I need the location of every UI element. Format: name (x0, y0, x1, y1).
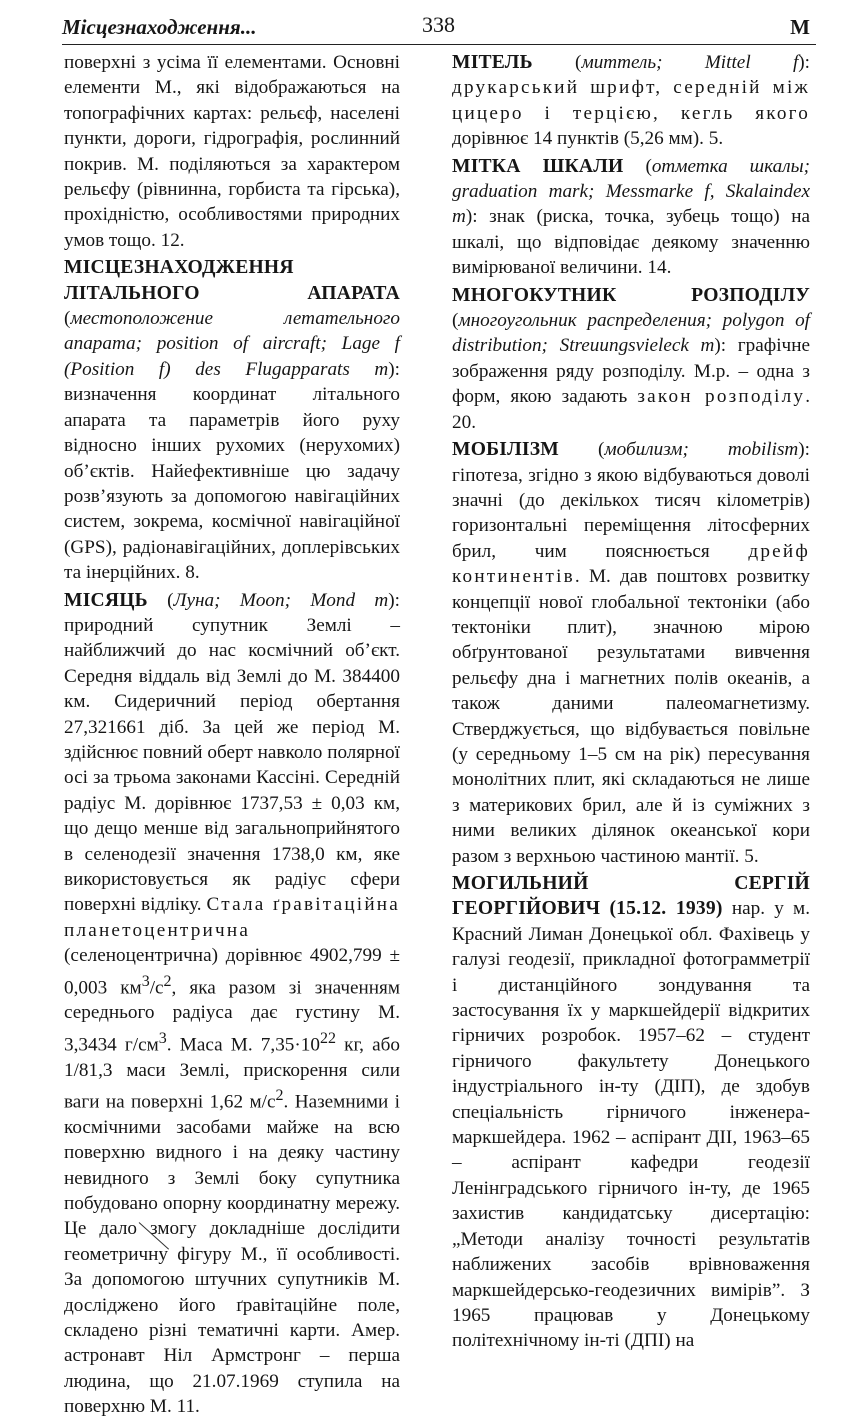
entry-definition-part: дорівнює 14 пунктів (5,26 мм). 5. (452, 128, 724, 150)
superscript: 22 (319, 1029, 336, 1047)
entry-moon: МІСЯЦЬ (Луна; Moon; Mond m): природний супутник Землі – найближчий до нас космічний об’єкт. Середня віддаль від Землі до М. 384400 км. Сидеричний період обертання 27,321661 діб. За цей же період М. здійснює повний оберт навколо полярної осі за трьома законами Кассіні. Середній радіус М. дорівнює 1737,53 ± 0,03 км, що дещо менше від загальноприйнятого в селенодезії значення 1738,0 км, яке використовується як радіус сфери поверхні відліку. Стала ґравітаційна планетоцентрична (селеноцентрична) дорівнює 4902,799 ± 0,003 $км^3/с^2$, яка разом зі значенням середнього радіуса дає густину М. 3,3434 $г/см^3$. Маса М. $7,35\cdot 10^{22}$ кг, або 1/81,3 маси Землі, прискорення сили ваги на поверхні 1,62 $м/с^2$. Наземними і космічними засобами майже на всю поверхню видного і на деяку частину невидного з Землі боку супутника побудовано опорну координатну мережу. Це дало змогу докладніше дослідити геометричну фігуру М., її особливості. За допомогою штучних супутників М. досліджено його ґравітаційне поле, складено різні тематичні карти. Амер. астронавт Ніл Армстронг – перша людина, що 21.07.1969 ступила на поверхню М. 11. (64, 589, 401, 1418)
entry-glosses: Луна; Moon; Mond m (173, 589, 389, 611)
entry-glosses: миттель; Mittel f (581, 52, 799, 73)
entry-definition-part: . 20. (452, 386, 810, 433)
entry-gloss-ru: местоположение летательного апарата; (64, 308, 400, 355)
entry-distribution-polygon: МНОГОКУТНИК РОЗПОДІЛУ (многоугольник распределения; polygon of distribution; Streuungsvieleck m): графічне зображення ряду розподілу. М.р. – одна з форм, якою задають закон розподілу. 20. (452, 284, 810, 433)
entry-headword: МІСЯЦЬ (64, 589, 148, 611)
spaced-term: друкарський шрифт, середній між цицеро і терцією, кегль якого (452, 77, 810, 124)
superscript: 2 (275, 1087, 284, 1105)
entry-glosses: отметка шкалы; graduation mark; Messmarke f, Skalaindex m (452, 155, 810, 228)
spaced-term: дрейф континентів (452, 540, 810, 588)
entry-mitel: МІТЕЛЬ (миттель; Mittel f): друкарський шрифт, середній між цицеро і терцією, кегль якого дорівнює 14 пунктів (5,26 мм). 5. (452, 52, 811, 150)
entry-definition-part: /с (149, 977, 164, 999)
page-header (62, 6, 814, 42)
entry-definition: ): визначення координат літального апарата та параметрів його руху відносно інших рухомих (нерухомих) об’єктів. Найефективніше цю задачу розв’язують за допомогою навігаційних систем, зокрема, космічної навігаційної (GPS), радіонавігаційних, доплерівських та інерційних. 8. (64, 358, 400, 584)
entry-definition-part: . Наземними і космічними засобами майже на всю поверхню видного і на деяку частину невидного з Землі боку супутника побудовано опорну координатну мережу. Це дало змогу докладніше дослідити геометричну фігуру М., її особливості. За допомогою штучних супутників М. досліджено його ґравітаційне поле, складено різні тематичні карти. Амер. астронавт Ніл Армстронг – перша людина, що 21.07.1969 ступила на поверхню М. 11. (64, 1091, 400, 1418)
right-column (452, 50, 810, 1354)
running-head: Місцезнаходження... (62, 15, 257, 39)
entry-definition-part: ): природний супутник Землі – найближчий до нас космічний об’єкт. Середня віддаль від Землі до М. 384400 км. Сидеричний період обертання 27,321661 діб. За цей же період М. здійснює повний оберт навколо полярної осі за трьома законами Кассіні. Середній радіус М. дорівнює 1737,53 ± 0,03 км, що дещо менше від загальноприйнятого в селенодезії значення 1738,0 км, яке використовується як радіус сфери поверхні відліку. (64, 589, 400, 916)
entry-definition-part: . М. дав поштовх розвитку концепції нової глобальної тектоніки (або тектоніки плит), значною мірою обґрунтованої результатами вивчення рельєфу дна і магнетних полів океанів, а також даними палеомагнетизму. Стверджується, що відбувається повільне (у середньому 1–5 см на рік) пересування монолітних плит, які складаються не лише з материкових брил, але й із суміжних з ними великих ділянок океанської кори разом з верхньою частиною мантії. 5. (452, 566, 810, 867)
entry-definition-part: ): гіпотеза, згідно з якою відбуваються доволі значні (до декількох тисяч кілометрів) горизонтальні переміщення літосферних брил, чим пояснюється (452, 439, 810, 562)
left-column (64, 50, 400, 1420)
section-letter: М (790, 15, 810, 39)
entry-definition-part: (селеноцентрична) дорівнює 4902,799 ± 0,003 км (64, 945, 400, 999)
entry-definition: нар. у м. Красний Лиман Донецької обл. Фахівець у галузі геодезії, прикладної фотограмметрії і дистанційного зондування та застосування їх у маркшейдерії відкритих гірничих розробок. 1957–62 – студент гірничого факультету Донецького індустріального ін-ту (ДІП), де здобув спеціальність гірничого інженера-маркшейдера. 1962 – аспірант ДІІ, 1963–65 – аспірант кафедри геодезії Ленінградського гірничого ін-ту, де 1965 захистив кандидатську дисертацію: „Методи аналізу точності результатів наближених засобів врівноваження маркшейдерсько-геодезичних вимірів”. З 1965 працював у Донецькому політехнічному ін-ті (ДПІ) на (452, 898, 810, 1352)
entry-definition-part: кг, або 1/81,3 маси Землі, прискорення сили ваги на поверхні 1,62 м/с (64, 1034, 401, 1113)
entry-gloss-de: Lage f (Position f) des Flugapparats m (64, 333, 401, 380)
superscript: 2 (163, 972, 172, 990)
entry-dates: (15.12. 1939) (609, 898, 723, 920)
entry-mobilism: МОБІЛІЗМ (мобилизм; mobilism): гіпотеза, згідно з якою відбуваються доволі значні (до декількох тисяч кілометрів) горизонтальні переміщення літосферних брил, чим пояснюється дрейф континентів. М. дав поштовх розвитку концепції нової глобальної тектоніки (або тектоніки плит), значною мірою обґрунтованої результатами вивчення рельєфу дна і магнетних полів океанів, а також даними палеомагнетизму. Стверджується, що відбувається повільне (у середньому 1–5 см на рік) пересування монолітних плит, які складаються не лише з материкових брил, але й із суміжних з ними великих ділянок океанської кори разом з верхньою частиною мантії. 5. (452, 439, 810, 867)
entry-definition: ): знак (риска, точка, зубець тощо) на шкалі, що відповідає деякому значенню вимірюваної величини. 14. (452, 206, 810, 279)
entry-definition-part: . Маса М. 7,35·10 (166, 1034, 320, 1056)
entry-headword: МНОГОКУТНИК РОЗПОДІЛУ (452, 284, 810, 306)
header-rule (62, 44, 816, 45)
entry-definition-part: ): (798, 52, 811, 73)
superscript: 3 (158, 1029, 167, 1047)
page-number: 338 (422, 12, 455, 37)
entry-headword: МІТКА ШКАЛИ (452, 155, 624, 177)
entry-headword: МІСЦЕЗНАХОДЖЕННЯ ЛІТАЛЬНОГО АПАРАТА (64, 257, 400, 304)
entry-scale-mark: МІТКА ШКАЛИ (отметка шкалы; graduation mark; Messmarke f, Skalaindex m): знак (риска, точка, зубець тощо) на шкалі, що відповідає деякому значенню вимірюваної величини. 14. (452, 155, 810, 279)
entry-definition-part: , яка разом зі значенням середнього радіуса дає густину М. 3,3434 г/см (64, 977, 401, 1056)
spaced-term: Стала ґравітаційна планетоцентрична (64, 894, 400, 941)
entry-mohylnyi (452, 871, 810, 1354)
entry-aircraft-location: МІСЦЕЗНАХОДЖЕННЯ ЛІТАЛЬНОГО АПАРАТА (местоположение летательного апарата; position of aircraft; Lage f (Position f) des Flugapparats m): визначення координат літального апарата та параметрів його руху відносно інших рухомих (нерухомих) об’єктів. Найефективніше цю задачу розв’язують за допомогою навігаційних систем, зокрема, космічної навігаційної (GPS), радіонавігаційних, доплерівських та інерційних. 8. (64, 257, 401, 584)
entry-gloss-en: position of aircraft; (156, 333, 328, 355)
entry-glosses: многоугольник распределения; polygon of distribution; Streuungsvieleck m (452, 310, 810, 357)
continued-text: поверхні з усіма її елементами. Основні елементи М., які відображаються на топографічних картах: рельєф, населені пункти, дороги, гідрографія, рослинний покрив. М. поділяються за характером рельєфу (рівнинна, горбиста та гірська), прохідністю, особливостями природних умов тощо. 12. (64, 52, 400, 251)
entry-headword: МОБІЛІЗМ (452, 439, 559, 461)
entry-headword: МОГИЛЬНИЙ СЕРГІЙ ГЕОРГІЙОВИЧ (452, 873, 810, 920)
spaced-term: закон розподілу (637, 386, 806, 408)
entry-definition-part: ): графічне зображення ряду розподілу. М.р. – одна з форм, якою задають (452, 335, 810, 408)
continued-entry (64, 50, 400, 253)
superscript: 3 (141, 972, 150, 990)
entry-headword: МІТЕЛЬ (452, 52, 533, 73)
entry-glosses: мобилизм; mobilism (604, 439, 799, 461)
